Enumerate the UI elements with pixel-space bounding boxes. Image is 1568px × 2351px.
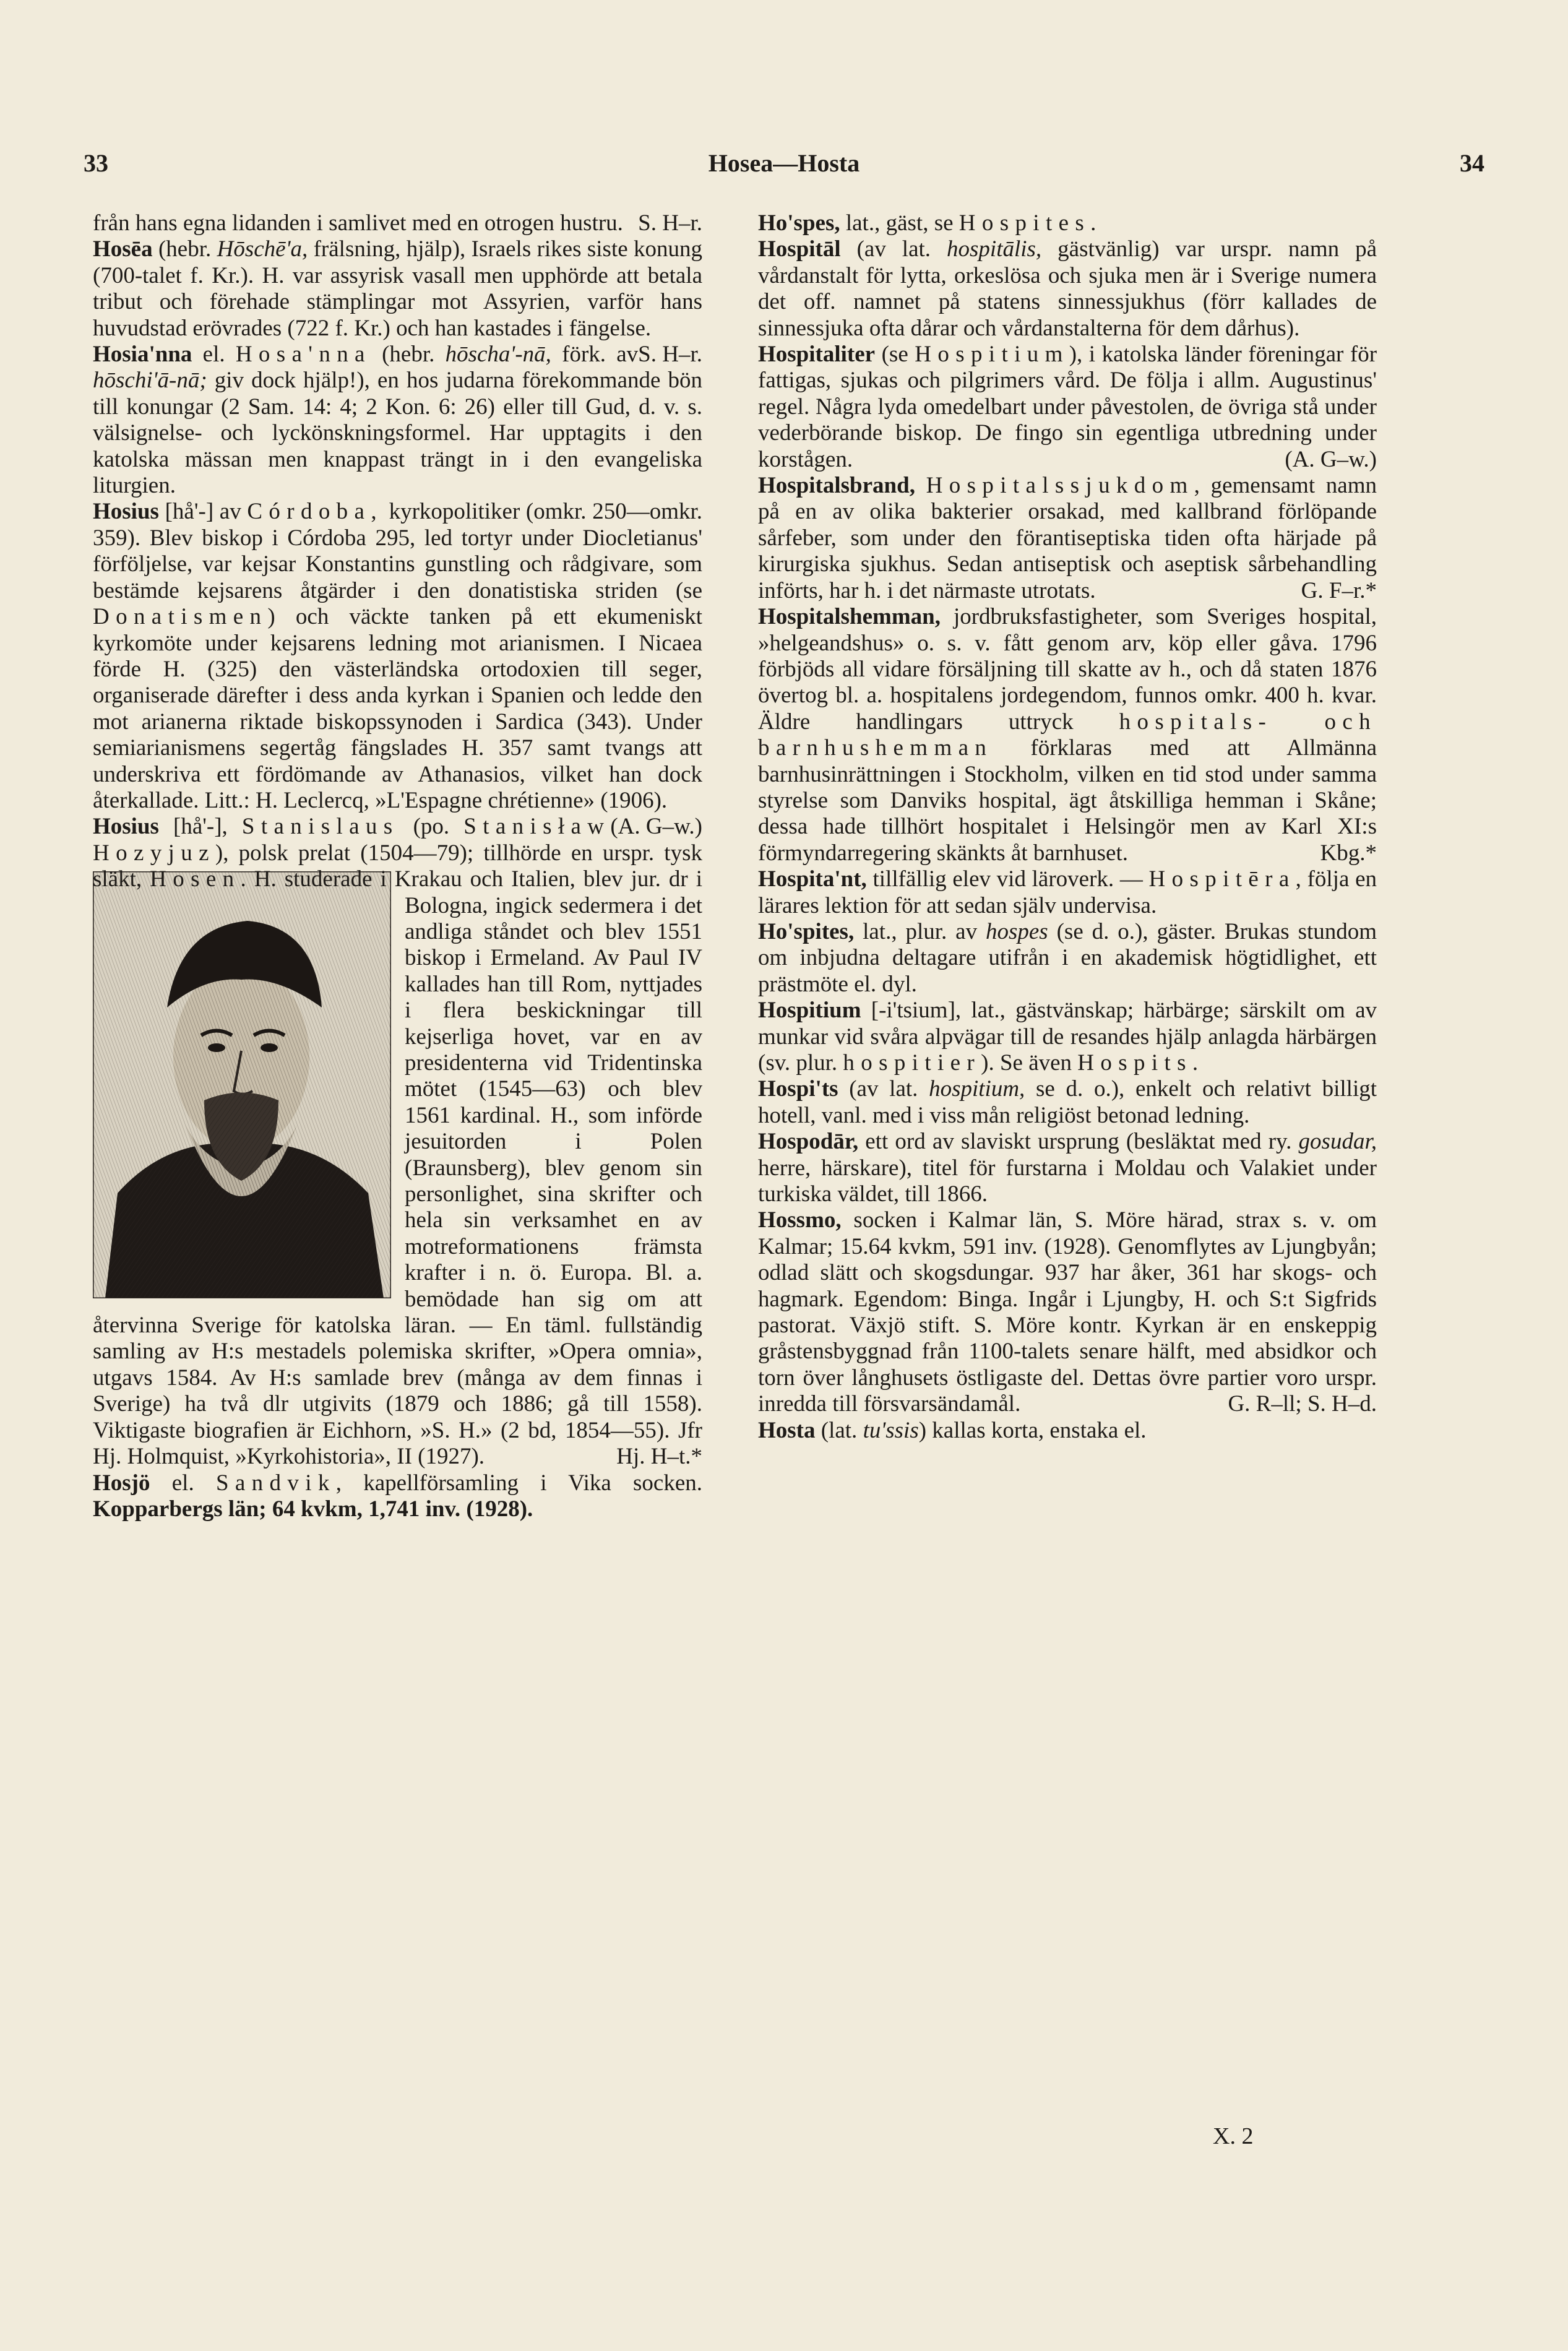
entry-hosta: Hosta (lat. tu'ssis) kallas korta, enstaka el. — [758, 1417, 1147, 1443]
cross-reference: Hospits — [1077, 1050, 1192, 1076]
headword: Hospodār, — [758, 1129, 859, 1155]
headword: Hospitalsbrand, — [758, 473, 915, 499]
author-signature: S. H–r. — [638, 342, 702, 368]
right-column — [758, 210, 1377, 1444]
cross-reference: Hospites — [958, 210, 1091, 236]
entry-hossmo: Hossmo, socken i Kalmar län, S. Möre härad, strax s. v. om Kalmar; 15.64 kvkm, 591 inv. (1928). Genomflytes av Ljungbyån; odlad slätt och skogsdungar. 937 har åker, 361 har skogs- och hagmark. Egendom: Binga. Ingår i Ljungby, H. och S:t Sigfrids pastorat. Växjö stift. S. Möre kontr. Kyrkan är en enskeppig gråstensbyggnad från 1100-talets senare hälft, med absidkor och torn över långhusets östligaste del. Dettas övre partier voro urspr. inredda till försvarsändamål. G. R–ll; S. H–d. — [758, 1207, 1377, 1417]
entry-hospitalsbrand: Hospitalsbrand, Hospitalssjukdom, gemensamt namn på en av olika bakterier orsakad, med kallbrand förlöpande sårfeber, som under den förantiseptiska tiden ofta härjade på kirurgiska sjukhus. Sedan antiseptisk och aseptisk sårbehandling införts, har h. i det närmaste utrotats. G. F–r.* — [758, 473, 1377, 603]
running-header — [84, 149, 1484, 192]
entry-hosjo: Hosjö el. Sandvik, kapellförsamling i Vika socken. Kopparbergs län; 64 kvkm, 1,741 inv. (1928). — [93, 1470, 703, 1522]
entry-hospitaliter: Hospitaliter (se Hospitium), i katolska länder föreningar för fattigas, sjukas och pilgrimers vård. De följa i allm. Augustinus' regel. Några lyda omedelbart under påvestolen, de övriga stå under vederbörande biskop. De fingo sin egentliga utbredning under korstågen. (A. G–w.) — [758, 342, 1377, 472]
cross-reference: Donatismen — [93, 604, 268, 630]
entry-hosianna: Hosia'nna el. Hosa'nna (hebr. hōscha'-nā, förk. av hōschi'ā-nā; giv dock hjälp!), en hos judarna förekommande bön till konungar (2 Sam. 14: 4; 2 Kon. 6: 26) eller till Gud, d. v. s. välsignelse- och lyckönskningsformel. Har upptagits i den katolska mässan men knappast trängt in i den evangeliska liturgien. — [93, 342, 702, 499]
entry-hospodar: Hospodār, ett ord av slaviskt ursprung (besläktat med ry. gosudar, herre, härskare), titel för furstarna i Moldau och Valakiet under turkiska väldet, till 1866. — [758, 1129, 1377, 1207]
entry-hosius-cordoba: Hosius [hå'-] av Córdoba, kyrkopolitiker (omkr. 250—omkr. 359). Blev biskop i Córdoba 295, led tortyr under Diocletianus' förföljelse, var kejsar Konstantins gunstling och rådgivare, som bestämde kejsarens åtgärder i den donatistiska striden (se Donatismen) och väckte tanken på ett ekumeniskt kyrkomöte under kejsarens ledning mot arianismen. I Nicaea förde H. (325) den västerländska ortodoxien till seger, organiserade därefter i dess anda kyrkan i Spanien och ledde den mot arianerna riktade biskopssynoden i Sardica (343). Under semiarianismens segertåg fängslades H. 357 samt tvangs att underskriva ett fördömande av Athanasios, vilket han dock återkallade. Litt.: H. Leclercq, »L'Espagne chrétienne» (1906). (A. G–w.) — [93, 499, 703, 840]
entry-hospitium: Hospitium [-i'tsium], lat., gästvänskap; härbärge; särskilt om av munkar vid svåra alpvägar till de resandes hjälp anlagda härbärgen (sv. plur. hospitier). Se även Hospits. — [758, 998, 1377, 1076]
headword: Ho'spites, — [758, 918, 855, 944]
entry-hospites: Ho'spites, lat., plur. av hospes (se d. o.), gäster. Brukas stundom om inbjudna deltagare utifrån i en akademisk högtidlighet, ett prästmöte el. dyl. — [758, 918, 1377, 997]
headword: Hosēa — [93, 236, 153, 262]
headword: Hosius — [93, 814, 159, 840]
entry-hospitalshemman: Hospitalshemman, jordbruksfastigheter, som Sveriges hospital, »helgeandshus» o. s. v. fått genom arv, köp eller gåva. 1796 förbjöds all vidare försäljning till skatte av h., och då staten 1876 övertog bl. a. hospitalens jordegendom, funnos omkr. 400 h. kvar. Äldre handlingars uttryck hospitals- och barnhushemman förklaras med att Allmänna barnhusinrättningen i Stockholm, vilken en tid stod under samma styrelse som Danviks hospital, ägt åtskilliga hemman i Skåne; dessa hade tillhört hospitalet i Helsingör men av Karl XI:s förmyndarregering skänkts åt barnhuset. Kbg.* — [758, 604, 1377, 866]
cross-reference: Hospitium — [915, 342, 1069, 368]
portrait-engraving — [93, 871, 391, 1298]
headword: Hosta — [758, 1417, 816, 1443]
headword: Hospitāl — [758, 236, 841, 262]
headword: Hosia'nna — [93, 342, 192, 368]
entry-hospits: Hospi'ts (av lat. hospitium, se d. o.), enkelt och relativt billigt hotell, vanl. med i viss mån religiöst betonad ledning. — [758, 1076, 1377, 1128]
author-signature: Hj. H–t.* — [616, 1444, 702, 1470]
page-number-right: 34 — [1460, 149, 1484, 177]
headword: Hosius — [93, 499, 159, 525]
author-signature: Kbg.* — [1320, 840, 1377, 866]
left-column — [93, 210, 702, 1522]
headword: Hospi'ts — [758, 1076, 838, 1102]
entry-hospitant: Hospita'nt, tillfällig elev vid läroverk. — Hospitēra, följa en lärares lektion för att sedan själv undervisa. — [758, 866, 1377, 918]
page-number-left: 33 — [84, 149, 108, 177]
signature-mark: X. 2 — [1213, 2123, 1254, 2149]
entry-hosea: Hosēa (hebr. Hōschē'a, frälsning, hjälp), Israels rikes siste konung (700-talet f. Kr.). H. var assyrisk vasall men upphörde att betala tribut och förehade stämplingar mot Assyrien, varför hans huvudstad erövrades (722 f. Kr.) och han kastades i fängelse. S. H–r. — [93, 236, 702, 368]
author-signature: G. F–r.* — [1301, 577, 1377, 603]
entry-hospes: Ho'spes, lat., gäst, se Hospites. — [758, 210, 1096, 236]
headword: Ho'spes, — [758, 210, 840, 236]
headword: Hospitalshemman, — [758, 604, 941, 630]
entry-hospital: Hospitāl (av lat. hospitālis, gästvänlig) var urspr. namn på vårdanstalt för lytta, orkeslösa och sjuka men är i Sverige numera det off. namnet på statens sinnessjukhus (förr kallades de sinnessjuka ofta dårar och vårdanstalterna för dem dårhus). — [758, 236, 1377, 341]
entry-hosius-stanislaus: Hosius [hå'-], Stanislaus (po. Stanisław Hozyjuz), polsk prelat (1504—79); tillhörde en urspr. tysk släkt, Hosen . H. studerade i Krakau och Italien, blev jur. dr i Bologna, ingick sedermera i det andliga ståndet och blev 1551 biskop i Ermeland. Av Paul IV kallades han till Rom, nyttjades i flera beskickningar till kejserliga hovet, var en av presidenterna vid Tridentinska mötet (1545—63) och blev 1561 kardinal. H., som införde jesuitorden i Polen (Braunsberg), blev genom sin personlighet, sina skrifter och hela sin verksamhet en av motreformationens främsta krafter i n. ö. Europa. Bl. a. bemödade han sig om att återvinna Sverige för katolska läran. — En täml. fullständig samling av H:s mestadels polemiska skrifter, »Opera omnia», utgavs 1584. Av H:s samlade brev (många av dem finnas i Sverige) ha två dlr utgivits (1879 och 1886; gå till 1558). Viktigaste biografien är Eichhorn, »S. H.» (2 bd, 1854—55). Jfr Hj. Holmquist, »Kyrkohistoria», II (1927). Hj. H–t.* — [93, 814, 703, 1470]
headword: Hospitaliter — [758, 342, 876, 368]
headword: Hossmo, — [758, 1207, 842, 1233]
author-signature: S. H–r. — [638, 210, 702, 236]
author-signature: G. R–ll; S. H–d. — [1228, 1391, 1377, 1417]
headword: Hosjö — [93, 1470, 150, 1496]
entry-continuation: från hans egna lidanden i samlivet med en otrogen hustru. S. H–r. — [93, 210, 702, 236]
headword: Hospitium — [758, 998, 861, 1024]
headword: Hospita'nt, — [758, 866, 867, 892]
author-signature: (A. G–w.) — [1285, 446, 1377, 472]
running-title: Hosea—Hosta — [708, 149, 860, 177]
author-signature: (A. G–w.) — [610, 814, 702, 840]
